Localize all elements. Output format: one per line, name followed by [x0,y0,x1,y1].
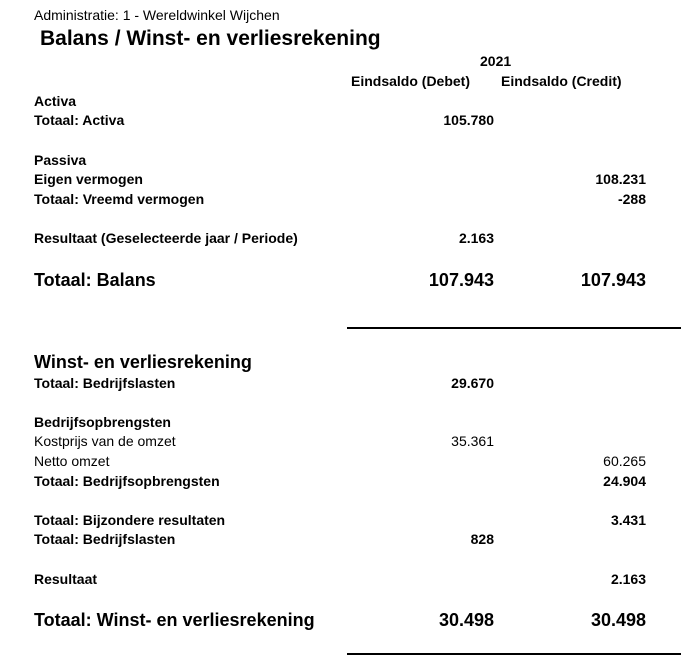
row-label-vreemd-vermogen: Totaal: Vreemd vermogen [34,191,205,207]
row-debit-resultaat-periode: 2.163 [458,230,494,246]
row-debit-totaal-activa: 105.780 [443,112,494,128]
section-heading-bedrijfsopbrengsten: Bedrijfsopbrengsten [34,414,171,430]
row-credit-netto-omzet: 60.265 [603,453,646,469]
row-label-resultaat-periode: Resultaat (Geselecteerde jaar / Periode) [34,230,298,246]
year-label: 2021 [480,53,512,69]
row-label-kostprijs: Kostprijs van de omzet [34,433,176,449]
row-credit-resultaat: 2.163 [610,571,646,587]
administration-label: Administratie: 1 - Wereldwinkel Wijchen [34,7,280,23]
row-label-netto-omzet: Netto omzet [34,453,110,469]
row-label-bedrijfslasten-2: Totaal: Bedrijfslasten [34,531,176,547]
row-debit-totaal-winst-verlies: 30.498 [438,610,494,630]
row-credit-totaal-winst-verlies: 30.498 [590,610,646,630]
column-header-credit: Eindsaldo (Credit) [501,73,622,89]
row-debit-bedrijfslasten: 29.670 [451,375,494,391]
row-credit-totaal-balans: 107.943 [580,270,646,290]
row-label-resultaat: Resultaat [34,571,98,587]
divider-line-bottom [347,653,681,655]
row-credit-bijzondere-resultaten: 3.431 [610,512,646,528]
row-label-eigen-vermogen: Eigen vermogen [34,171,143,187]
section-heading-passiva: Passiva [34,152,87,168]
divider-line [347,327,681,329]
row-debit-totaal-balans: 107.943 [428,270,494,290]
row-credit-totaal-opbrengsten: 24.904 [603,473,646,489]
row-label-bedrijfslasten: Totaal: Bedrijfslasten [34,375,176,391]
row-label-totaal-opbrengsten: Totaal: Bedrijfsopbrengsten [34,473,220,489]
row-label-totaal-balans: Totaal: Balans [34,270,156,290]
row-credit-eigen-vermogen: 108.231 [595,171,646,187]
row-debit-bedrijfslasten-2: 828 [470,531,494,547]
section-heading-winst-verlies: Winst- en verliesrekening [34,352,252,372]
row-label-bijzondere-resultaten: Totaal: Bijzondere resultaten [34,512,226,528]
row-credit-vreemd-vermogen: -288 [617,191,646,207]
row-label-totaal-activa: Totaal: Activa [34,112,125,128]
row-debit-kostprijs: 35.361 [451,433,494,449]
row-label-totaal-winst-verlies: Totaal: Winst- en verliesrekening [34,610,315,630]
section-heading-activa: Activa [34,93,77,109]
column-header-debit: Eindsaldo (Debet) [351,73,471,89]
page-title: Balans / Winst- en verliesrekening [40,27,381,50]
